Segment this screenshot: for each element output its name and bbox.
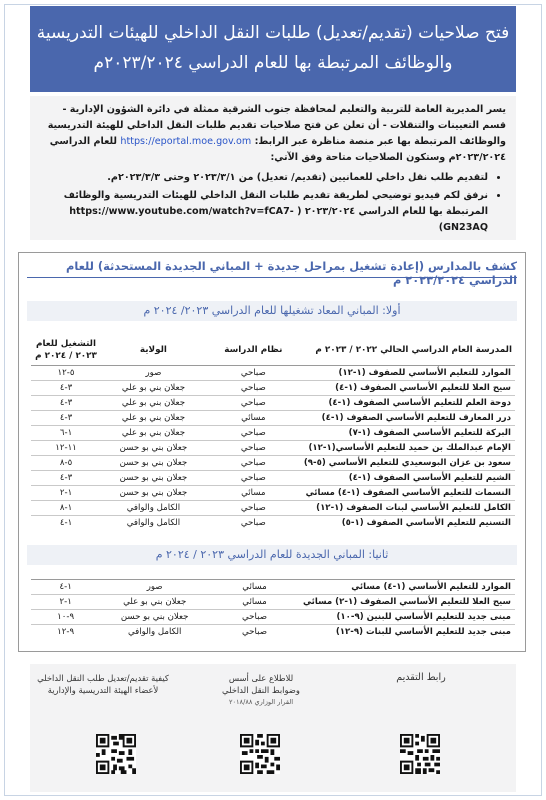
grades-cell: ٣-٤ — [31, 395, 101, 410]
system-cell: صباحي — [206, 380, 301, 395]
footer-apply-col — [366, 672, 476, 684]
apply-qr-code[interactable] — [400, 734, 440, 774]
intro-bullets — [40, 170, 488, 236]
intro-text: يسر المديرية العامة للتربية والتعليم لمحافظة جنوب الشرقية ممثلة في دائرة الشؤون الإدارية - قسم التعيينات والتنقلات - أن تعلن عن فتح صلاحيات تقديم طلبات النقل الداخلي للهيئة التدريسية والوظائف المرتبطة بها عبر منصة مناظرة عبر الرابط: — [47, 104, 506, 147]
state-cell: جعلان بني بو حسن — [101, 485, 206, 500]
rules-note: القرار الوزاري ٢٠١٨/٨٨ — [228, 698, 294, 706]
footer-box — [30, 664, 516, 792]
system-cell: صباحي — [206, 500, 301, 515]
col-system-header: نظام الدراسة — [206, 335, 301, 365]
grades-cell: ٣-٤ — [31, 470, 101, 485]
table-row — [31, 485, 515, 500]
system-cell: مسائي — [209, 580, 300, 595]
grades-cell: ١-٨ — [31, 500, 101, 515]
grades-cell: ٥-٨ — [31, 455, 101, 470]
grades-cell: ١١-١٢ — [31, 440, 101, 455]
rules-line2: وضوابط النقل الداخلي — [222, 685, 300, 695]
state-cell: جعلان بني بو علي — [101, 425, 206, 440]
grades-cell: ١-٤ — [31, 580, 100, 595]
state-cell: جعلان بني بو حسن — [101, 470, 206, 485]
announcement-header — [30, 6, 516, 92]
panel-title: كشف بالمدارس (إعادة تشغيل بمراحل جديدة + المباني الجديدة المستحدثة) للعام الدراسي ٢٠٢٣/٢٠٢٤ م — [65, 259, 517, 287]
state-cell: جعلان بني بو علي — [100, 595, 209, 610]
intro-text-end: للعام الدراسي ٢٠٢٣/٢٠٢٤م وستكون الصلاحيات متاحة وفق الآتي: — [49, 136, 506, 163]
table-row — [31, 610, 515, 625]
table-header-row — [31, 335, 515, 365]
table-row — [31, 515, 515, 530]
system-cell: صباحي — [209, 625, 300, 640]
header-title-line1: فتح صلاحيات (تقديم/تعديل) طلبات النقل الداخلي للهيئات التدريسية — [36, 23, 510, 43]
col-school-header: المدرسة العام الدراسي الحالي ٢٠٢٢ / ٢٠٢٣ م — [301, 335, 515, 365]
school-cell: الموارد للتعليم الأساسي (١-٤) مسائي — [300, 580, 515, 595]
intro-paragraph — [40, 102, 506, 166]
school-cell: التسنيم للتعليم الأساسي الصفوف (١-٥) — [301, 515, 515, 530]
intro-box — [30, 96, 516, 240]
state-cell: جعلان بني بو علي — [101, 380, 206, 395]
table-row — [31, 440, 515, 455]
bullet-schedule: • لتقديم طلب نقل داخلي للعمانيين (تقديم/ تعديل) من ٢٠٢٣/٣/١ وحتى ٢٠٢٣/٣/٣م. — [40, 170, 488, 186]
table-row — [31, 365, 515, 380]
table-row — [31, 425, 515, 440]
system-cell: صباحي — [206, 455, 301, 470]
section1-title: أولا: المباني المعاد تشغيلها للعام الدراسي ٢٠٢٣/ ٢٠٢٤ م — [27, 301, 517, 321]
system-cell: صباحي — [206, 515, 301, 530]
state-cell: الكامل والوافي — [100, 625, 209, 640]
school-cell: دوحة العلم للتعليم الأساسي الصفوف (١-٤) — [301, 395, 515, 410]
rules-qr-code[interactable] — [240, 734, 280, 774]
grades-cell: ٩-١٠ — [31, 610, 100, 625]
panel-divider — [27, 277, 517, 278]
school-cell: مبنى جديد للتعليم الأساسي للبنين (٩-١٠) — [300, 610, 515, 625]
table-row — [31, 380, 515, 395]
system-cell: صباحي — [206, 365, 301, 380]
system-cell: مسائي — [209, 595, 300, 610]
school-cell: النسمات للتعليم الأساسي الصفوف (١-٤) مسائي — [301, 485, 515, 500]
school-cell: الإمام عبدالملك بن حميد للتعليم الأساسي(١-١٢) — [301, 440, 515, 455]
grades-cell: ١-٤ — [31, 515, 101, 530]
table-row — [31, 595, 515, 610]
school-cell: درر المعارف للتعليم الأساسي الصفوف (١-٤) — [301, 410, 515, 425]
apply-link-title: رابط التقديم — [396, 672, 446, 683]
grades-cell: ١-٢ — [31, 595, 100, 610]
school-cell: سعود بن عزان البوسعيدي للتعليم الأساسي (٥-٩) — [301, 455, 515, 470]
state-cell: الكامل والوافي — [101, 515, 206, 530]
table-row — [31, 455, 515, 470]
bullet-video: • نرفق لكم فيديو توضيحي لطريقة تقديم طلبات النقل الداخلي للهيئات التدريسية والوظائف المرتبطة بها للعام الدراسي ٢٠٢٣/٢٠٢٤ ( https://www.youtube.com/watch?v=fCA7-GN23AQ) — [40, 188, 488, 236]
school-cell: سيح العلا للتعليم الأساسي الصفوف (١-٤) — [301, 380, 515, 395]
system-cell: صباحي — [206, 470, 301, 485]
table-row — [31, 625, 515, 640]
header-title-line2: والوظائف المرتبطة بها للعام الدراسي ٢٠٢٣/٢٠٢٤م — [93, 53, 453, 73]
school-cell: البركة للتعليم الأساسي الصفوف (١-٧) — [301, 425, 515, 440]
state-cell: جعلان بني بو علي — [101, 410, 206, 425]
grades-cell: ١-٢ — [31, 485, 101, 500]
system-cell: صباحي — [209, 610, 300, 625]
school-cell: سيح العلا للتعليم الأساسي الصفوف (١-٢) مسائي — [300, 595, 515, 610]
howto-qr-code[interactable] — [96, 734, 136, 774]
reopened-schools-table — [31, 335, 515, 530]
state-cell: جعلان بني بو علي — [101, 395, 206, 410]
new-schools-table — [31, 579, 515, 640]
system-cell: صباحي — [206, 425, 301, 440]
table-row — [31, 470, 515, 485]
state-cell: جعلان بني بو حسن — [101, 440, 206, 455]
school-cell: الكامل للتعليم الأساسي لبنات الصفوف (١-١٢) — [301, 500, 515, 515]
table-row — [31, 580, 515, 595]
school-cell: الموارد للتعليم الأساسي للصفوف (١-١٢) — [301, 365, 515, 380]
system-cell: مسائي — [206, 485, 301, 500]
table-row — [31, 395, 515, 410]
grades-cell: ٣-٤ — [31, 410, 101, 425]
schools-panel — [18, 252, 526, 652]
footer-howto-col — [30, 672, 176, 696]
footer-rules-col — [206, 672, 316, 708]
grades-cell: ٥-١٢ — [31, 365, 101, 380]
system-cell: مسائي — [206, 410, 301, 425]
school-cell: الشيم للتعليم الأساسي الصفوف (١-٤) — [301, 470, 515, 485]
state-cell: صور — [100, 580, 209, 595]
rules-line1: للاطلاع على أسس — [228, 673, 294, 683]
section2-title: ثانيا: المباني الجديدة للعام الدراسي ٢٠٢٣ / ٢٠٢٤ م — [27, 545, 517, 565]
col-grades-header: التشغيل للعام ٢٠٢٣ / ٢٠٢٤ م — [31, 335, 101, 365]
table-row — [31, 410, 515, 425]
grades-cell: ٩-١٢ — [31, 625, 100, 640]
grades-cell: ٣-٤ — [31, 380, 101, 395]
school-cell: مبنى جديد للتعليم الأساسي للبنات (٩-١٢) — [300, 625, 515, 640]
system-cell: صباحي — [206, 395, 301, 410]
portal-link[interactable]: https://eportal.moe.gov.om — [120, 136, 252, 147]
state-cell: الكامل والوافي — [101, 500, 206, 515]
state-cell: جعلان بني بو حسن — [100, 610, 209, 625]
howto-line2: لأعضاء الهيئة التدريسية والإدارية — [47, 685, 159, 695]
col-state-header: الولاية — [101, 335, 206, 365]
state-cell: صور — [101, 365, 206, 380]
state-cell: جعلان بني بو حسن — [101, 455, 206, 470]
table-row — [31, 500, 515, 515]
howto-line1: كيفية تقديم/تعديل طلب النقل الداخلي — [37, 673, 169, 683]
system-cell: صباحي — [206, 440, 301, 455]
grades-cell: ١-٦ — [31, 425, 101, 440]
